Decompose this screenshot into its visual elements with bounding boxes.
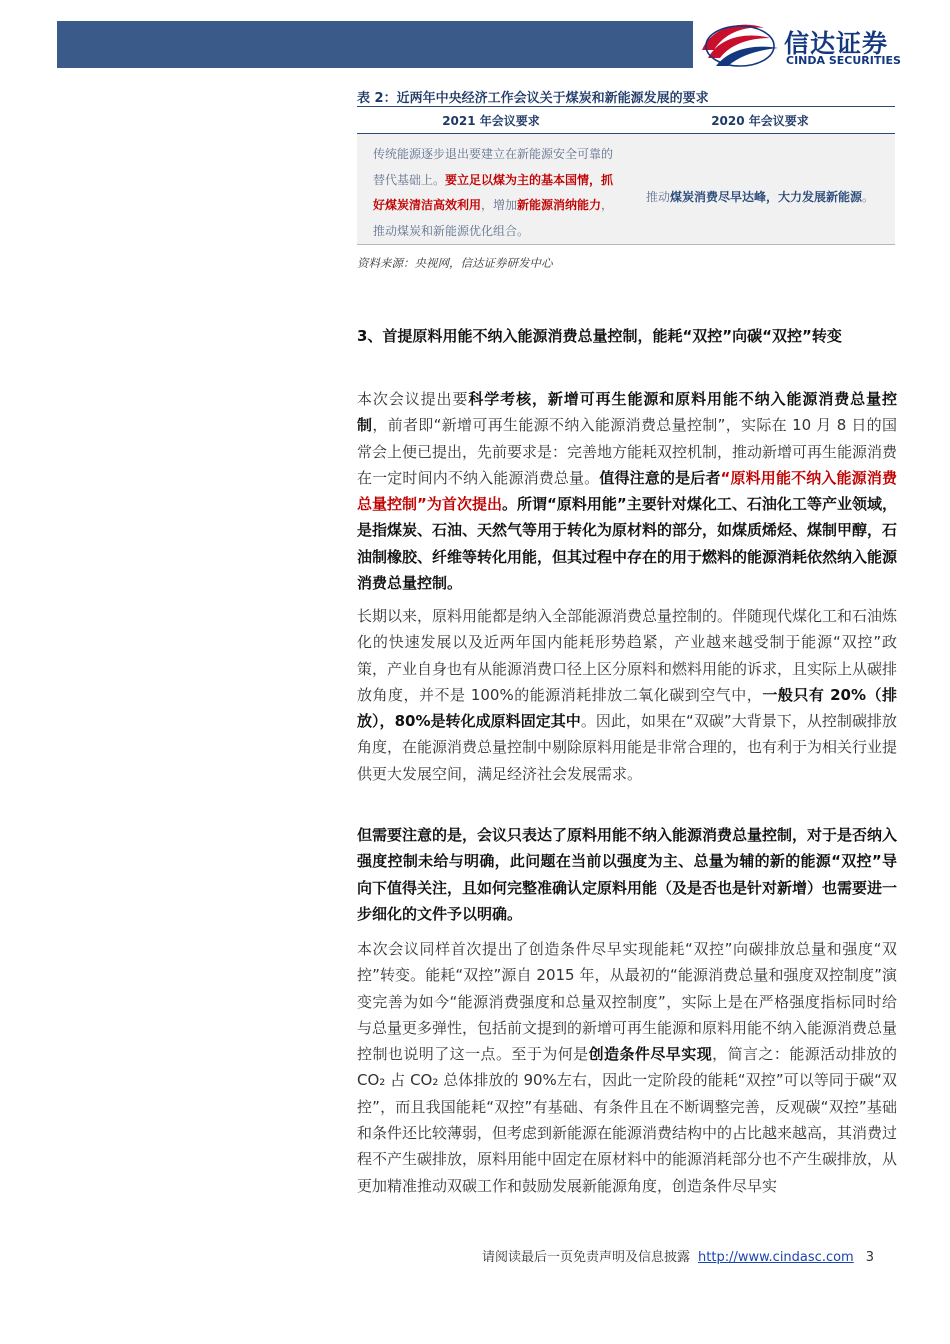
- logo-english-name: CINDA SECURITIES: [786, 54, 901, 67]
- cinda-logo-icon: [698, 20, 780, 70]
- paragraph-2: [357, 603, 897, 787]
- logo-chinese-name: 信达证券: [784, 29, 889, 58]
- paragraph-text: 。因此，如果在“双碳”大背景下，从控制碳排放角度，在能源消费总量控制中剔除原料用能是非常合理的，也有利于为相关行业提供更大发展空间，满足经济社会发展需求。: [357, 712, 898, 783]
- table-header-2021: 2021 年会议要求: [442, 114, 540, 128]
- table-header-2020: 2020 年会议要求: [711, 114, 809, 128]
- cell-text: 。: [862, 190, 875, 204]
- cell-text: ，增加: [481, 198, 518, 212]
- paragraph-bold: 值得注意的是后者: [599, 468, 721, 487]
- header-bar: [57, 21, 693, 68]
- cell-highlight: 煤炭消费尽早达峰，大力发展新能源: [669, 190, 862, 204]
- paragraph-text: 本次会议提出要: [357, 390, 469, 408]
- cell-text: ，推动煤炭和新能源优化组合。: [373, 198, 614, 238]
- cell-highlight: 新能源消纳能力: [517, 198, 602, 212]
- paragraph-text: ，前者即“新增可再生能源不纳入能源消费总量控制”，实际在 10 月 8 日的国常会上便已提出，先前要求是：完善地方能耗双控机制，推动新增可再生能源消费在一定时间内不纳入能源消费总量。: [357, 416, 898, 487]
- paragraph-bold: 一般只有 20%（排放），80%是转化成原料固定其中: [357, 685, 897, 731]
- paragraph-bold: 。所谓“原料用能”主要针对煤化工、石油化工等产业领域，是指煤炭、石油、天然气等用于转化为原材料的部分，如煤质烯烃、煤制甲醇，石油制橡胶、纤维等转化用能，但其过程中存在的用于燃料的能源消耗依然纳入能源消费总量控制。: [357, 495, 898, 593]
- table-body-row: [357, 134, 895, 245]
- logo: [698, 20, 928, 70]
- paragraph-text: 本次会议同样首次提出了创造条件尽早实现能耗“双控”向碳排放总量和强度“双控”转变。能耗“双控”源自 2015 年，从最初的“能源消费总量和强度双控制度”演变完善为如今“能源消费强度和总量双控制度”，实际上是在严格强度指标同时给与总量更多弹性，包括前文提到的新增可再生能源和原料用能不纳入能源消费总量控制也说明了这一点。至于为何是: [357, 940, 898, 1064]
- paragraph-bold: 科学考核，新增可再生能源和原料用能不纳入能源消费总量控制: [357, 390, 897, 435]
- paragraph-3: 但需要注意的是，会议只表达了原料用能不纳入能源消费总量控制，对于是否纳入强度控制未给与明确，此问题在当前以强度为主、总量为辅的新的能源“双控”导向下值得关注，且如何完整准确认定原料用能（及是否也是针对新增）也需要进一步细化的文件予以明确。: [357, 826, 898, 923]
- paragraph-bold: 创造条件尽早实现: [588, 1045, 713, 1064]
- cell-text: 传统能源逐步退出要建立在新能源安全可靠的替代基础上。: [373, 147, 614, 187]
- footer-url-link[interactable]: http://www.cindasc.com: [698, 1250, 854, 1265]
- paragraph-text: ，简言之：能源活动排放的 CO₂ 占 CO₂ 总体排放的 90%左右，因此一定阶段的能耗“双控”可以等同于碳“双控”，而且我国能耗“双控”有基础、有条件且在不断调整完善，反观碳“双控”基础和条件还比较薄弱，但考虑到新能源在能源消费结构中的占比越来越高，其消费过程不产生碳排放，原料用能中固定在原材料中的能源消耗部分也不产生碳排放，从更加精准推动双碳工作和鼓励发展新能源角度，创造条件尽早实: [357, 1045, 898, 1195]
- paragraph-1: [357, 386, 897, 596]
- paragraph-highlight: “原料用能不纳入能源消费总量控制”为首次提出: [357, 468, 897, 514]
- page-number: 3: [865, 1250, 874, 1265]
- paragraph-text: 长期以来，原料用能都是纳入全部能源消费总量控制的。伴随现代煤化工和石油炼化的快速发展以及近两年国内能耗形势趋紧，产业越来越受制于能源“双控”政策，产业自身也有从能源消费口径上区分原料和燃料用能的诉求，且实际上从碳排放角度，并不是 100%的能源消耗排放二氧化碳到空气中，: [357, 607, 898, 704]
- page-footer: [482, 1246, 896, 1265]
- table-cell-2020: [625, 188, 895, 205]
- table-cell-2021: [373, 142, 623, 244]
- paragraph-4: [357, 936, 897, 1199]
- footer-disclaimer: 请阅读最后一页免责声明及信息披露: [482, 1250, 691, 1265]
- cell-highlight: 要立足以煤为主的基本国情，抓好煤炭清洁高效利用: [373, 172, 614, 212]
- table-source: 资料来源：央视网，信达证券研发中心: [357, 256, 553, 270]
- table-title: 表 2：近两年中央经济工作会议关于煤炭和新能源发展的要求: [357, 91, 709, 106]
- cell-text: 推动: [645, 190, 670, 204]
- table-header-row: [357, 106, 895, 134]
- section-heading: 3、首提原料用能不纳入能源消费总量控制，能耗“双控”向碳“双控”转变: [357, 327, 842, 345]
